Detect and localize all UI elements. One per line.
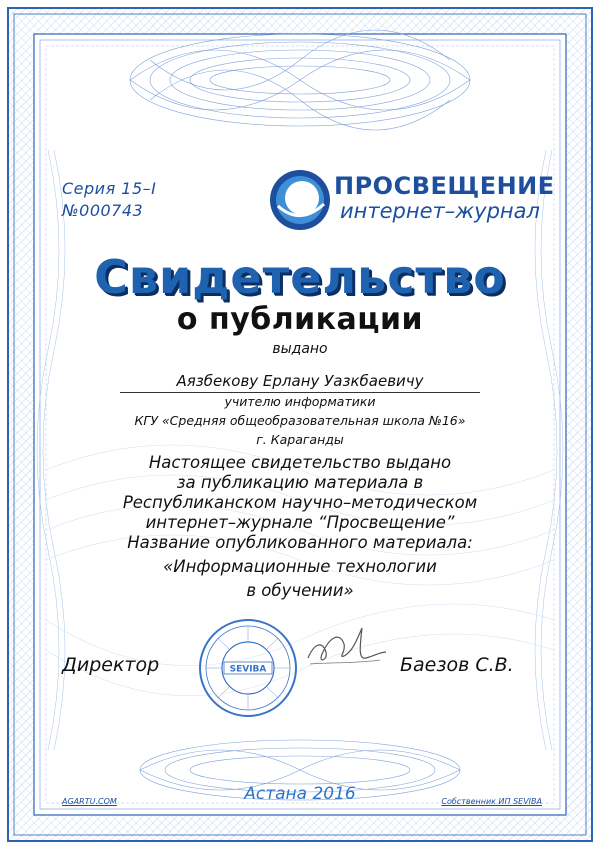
body-line: Республиканском научно–методическом xyxy=(122,493,478,512)
logo-emblem-icon xyxy=(268,168,332,232)
director-label: Директор xyxy=(62,654,160,676)
recipient-position: учителю информатики xyxy=(224,394,376,409)
logo-title: ПРОСВЕЩЕНИЕ xyxy=(334,172,555,200)
footer-owner: Собственник ИП SEVIBA xyxy=(441,797,542,806)
certificate-subtitle: о публикации xyxy=(176,302,424,337)
material-title-line: в обучении» xyxy=(246,581,354,600)
body-line: за публикацию материала в xyxy=(176,473,424,492)
material-title-line: «Информационные технологии xyxy=(163,557,437,576)
series-block xyxy=(62,178,156,222)
certificate-number: №000743 xyxy=(62,201,144,220)
series-label: Серия 15–I xyxy=(62,179,157,198)
body-line: интернет–журнале “Просвещение” xyxy=(145,513,455,532)
body-line: Название опубликованного материала: xyxy=(127,533,473,552)
recipient-school: КГУ «Средняя общеобразовательная школа №16» xyxy=(134,413,466,428)
issue-place-year: Астана 2016 xyxy=(244,784,356,804)
logo-subtitle: интернет–журнал xyxy=(340,199,540,223)
official-seal xyxy=(198,618,298,718)
director-signature xyxy=(300,622,390,677)
director-name: Баезов С.В. xyxy=(400,654,514,676)
recipient-city: г. Караганды xyxy=(256,432,344,447)
journal-logo xyxy=(268,166,555,236)
certificate-title: Свидетельство xyxy=(94,250,506,304)
recipient-name: Аязбекову Ерлану Уазкбаевичу xyxy=(120,372,480,393)
body-line: Настоящее свидетельство выдано xyxy=(148,453,452,472)
seal-text: SEVIBA xyxy=(229,664,267,675)
issued-label: выдано xyxy=(272,341,328,357)
footer-site: AGARTU.COM xyxy=(62,797,117,806)
